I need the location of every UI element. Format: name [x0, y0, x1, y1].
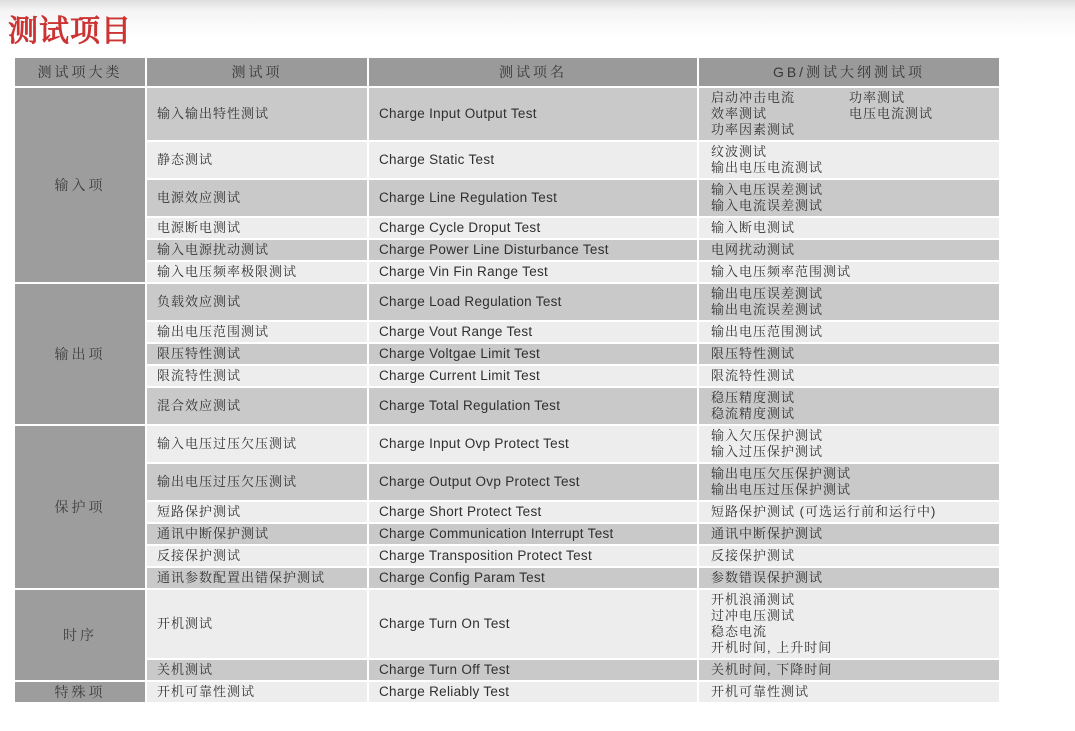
- table-row: [15, 502, 999, 522]
- gb-test-item: 输出电流误差测试: [711, 302, 824, 317]
- gb-test-item: 参数错误保护测试: [711, 570, 824, 585]
- gb-test-item: 输入欠压保护测试: [711, 428, 824, 443]
- gb-outline-cell: [699, 322, 999, 342]
- test-item-cell: 输入电压过压欠压测试: [147, 426, 367, 462]
- header-row: [15, 58, 999, 86]
- gb-test-item: 开机可靠性测试: [711, 684, 810, 699]
- test-name-cell: Charge Vout Range Test: [369, 322, 697, 342]
- test-name-cell: Charge Short Protect Test: [369, 502, 697, 522]
- gb-outline-cell: [699, 426, 999, 462]
- test-name-cell: Charge Config Param Test: [369, 568, 697, 588]
- table-row: [15, 366, 999, 386]
- test-name-cell: Charge Communication Interrupt Test: [369, 524, 697, 544]
- test-name-cell: Charge Input Output Test: [369, 88, 697, 140]
- column-header-category: 测试项大类: [15, 58, 145, 86]
- test-item-cell: 电源效应测试: [147, 180, 367, 216]
- test-item-cell: 负载效应测试: [147, 284, 367, 320]
- gb-outline-cell: [699, 240, 999, 260]
- category-cell: 特殊项: [15, 682, 145, 702]
- table-row: [15, 426, 999, 462]
- test-item-cell: 输入电源扰动测试: [147, 240, 367, 260]
- test-item-cell: 短路保护测试: [147, 502, 367, 522]
- gb-test-item: 启动冲击电流: [711, 90, 796, 105]
- test-item-cell: 输出电压过压欠压测试: [147, 464, 367, 500]
- test-item-cell: 输入输出特性测试: [147, 88, 367, 140]
- gb-test-item: 关机时间, 下降时间: [711, 662, 833, 677]
- gb-outline-cell: [699, 660, 999, 680]
- table-row: [15, 682, 999, 702]
- gb-test-item: 稳流精度测试: [711, 406, 796, 421]
- test-item-cell: 输出电压范围测试: [147, 322, 367, 342]
- table-row: [15, 590, 999, 658]
- table-body: [15, 88, 999, 702]
- category-cell: 输出项: [15, 284, 145, 424]
- table-row: [15, 546, 999, 566]
- test-name-cell: Charge Current Limit Test: [369, 366, 697, 386]
- table-row: [15, 660, 999, 680]
- gb-outline-cell: [699, 524, 999, 544]
- test-name-cell: Charge Line Regulation Test: [369, 180, 697, 216]
- gb-outline-cell: [699, 388, 999, 424]
- page-title: 测试项目: [8, 15, 132, 48]
- gb-test-item: 效率测试: [711, 106, 768, 121]
- test-item-cell: 开机可靠性测试: [147, 682, 367, 702]
- gb-test-item: 限流特性测试: [711, 368, 796, 383]
- gb-right-column: [849, 90, 987, 138]
- test-name-cell: Charge Power Line Disturbance Test: [369, 240, 697, 260]
- table-row: [15, 464, 999, 500]
- gb-outline-cell: [699, 142, 999, 178]
- test-name-cell: Charge Input Ovp Protect Test: [369, 426, 697, 462]
- gb-test-item: 输出电压范围测试: [711, 324, 824, 339]
- table-row: [15, 322, 999, 342]
- test-item-cell: 关机测试: [147, 660, 367, 680]
- test-name-cell: Charge Reliably Test: [369, 682, 697, 702]
- gb-test-item: 输入电流误差测试: [711, 198, 824, 213]
- gb-test-item: 功率测试: [849, 90, 906, 105]
- gb-outline-cell: [699, 262, 999, 282]
- gb-test-item: 电网扰动测试: [711, 242, 796, 257]
- test-item-cell: 反接保护测试: [147, 546, 367, 566]
- gb-outline-cell: [699, 284, 999, 320]
- test-name-cell: Charge Transposition Protect Test: [369, 546, 697, 566]
- gb-test-item: 输入过压保护测试: [711, 444, 824, 459]
- table-row: [15, 240, 999, 260]
- test-name-cell: Charge Cycle Droput Test: [369, 218, 697, 238]
- table-row: [15, 344, 999, 364]
- gb-outline-cell: [699, 502, 999, 522]
- gb-test-item: 电压电流测试: [849, 106, 934, 121]
- test-name-cell: Charge Turn Off Test: [369, 660, 697, 680]
- table-row: [15, 284, 999, 320]
- gb-test-item: 开机浪涌测试: [711, 592, 796, 607]
- gb-test-item: 输出电压过压保护测试: [711, 482, 852, 497]
- gb-outline-cell: [699, 546, 999, 566]
- test-name-cell: Charge Load Regulation Test: [369, 284, 697, 320]
- gb-outline-cell: [699, 682, 999, 702]
- gb-test-item: 输出电压欠压保护测试: [711, 466, 852, 481]
- gb-outline-cell: [699, 464, 999, 500]
- gb-test-item: 开机时间, 上升时间: [711, 640, 833, 655]
- category-cell: 输入项: [15, 88, 145, 282]
- gb-test-item: 限压特性测试: [711, 346, 796, 361]
- gb-test-item: 纹波测试: [711, 144, 768, 159]
- gb-test-item: 稳压精度测试: [711, 390, 796, 405]
- test-item-cell: 开机测试: [147, 590, 367, 658]
- test-item-cell: 通讯参数配置出错保护测试: [147, 568, 367, 588]
- gb-test-item: 输入断电测试: [711, 220, 796, 235]
- test-item-cell: 混合效应测试: [147, 388, 367, 424]
- test-items-table: [13, 56, 1001, 704]
- table-row: [15, 180, 999, 216]
- test-item-cell: 限压特性测试: [147, 344, 367, 364]
- test-item-cell: 输入电压频率极限测试: [147, 262, 367, 282]
- gb-outline-cell: [699, 218, 999, 238]
- gb-test-item: 输入电压频率范围测试: [711, 264, 852, 279]
- gb-left-column: [711, 90, 849, 138]
- column-header-test-item: 测试项: [147, 58, 367, 86]
- gb-test-item: 输出电压误差测试: [711, 286, 824, 301]
- gb-outline-cell: [699, 590, 999, 658]
- test-name-cell: Charge Total Regulation Test: [369, 388, 697, 424]
- gb-outline-cell: [699, 344, 999, 364]
- category-cell: 保护项: [15, 426, 145, 588]
- test-item-cell: 通讯中断保护测试: [147, 524, 367, 544]
- gb-two-column-wrap: [711, 90, 987, 138]
- gb-test-item: 输出电压电流测试: [711, 160, 824, 175]
- table-row: [15, 262, 999, 282]
- column-header-test-name: 测试项名: [369, 58, 697, 86]
- gb-test-item: 稳态电流: [711, 624, 768, 639]
- table-row: [15, 524, 999, 544]
- table-row: [15, 88, 999, 140]
- gb-outline-cell: [699, 366, 999, 386]
- column-header-gb-outline: GB/测试大纲测试项: [699, 58, 999, 86]
- gb-test-item: 输入电压误差测试: [711, 182, 824, 197]
- table-row: [15, 142, 999, 178]
- test-name-cell: Charge Voltgae Limit Test: [369, 344, 697, 364]
- test-item-cell: 电源断电测试: [147, 218, 367, 238]
- test-name-cell: Charge Turn On Test: [369, 590, 697, 658]
- gb-test-item: 反接保护测试: [711, 548, 796, 563]
- test-name-cell: Charge Static Test: [369, 142, 697, 178]
- gb-test-item: 通讯中断保护测试: [711, 526, 824, 541]
- category-cell: 时序: [15, 590, 145, 680]
- test-name-cell: Charge Vin Fin Range Test: [369, 262, 697, 282]
- gb-outline-cell: [699, 568, 999, 588]
- gb-test-item: 功率因素测试: [711, 122, 796, 137]
- gb-test-item: 过冲电压测试: [711, 608, 796, 623]
- test-item-cell: 限流特性测试: [147, 366, 367, 386]
- gb-outline-cell: [699, 180, 999, 216]
- test-item-cell: 静态测试: [147, 142, 367, 178]
- gb-outline-cell: [699, 88, 999, 140]
- test-name-cell: Charge Output Ovp Protect Test: [369, 464, 697, 500]
- table-row: [15, 568, 999, 588]
- gb-test-item: 短路保护测试 (可选运行前和运行中): [711, 504, 937, 519]
- table-row: [15, 388, 999, 424]
- table-row: [15, 218, 999, 238]
